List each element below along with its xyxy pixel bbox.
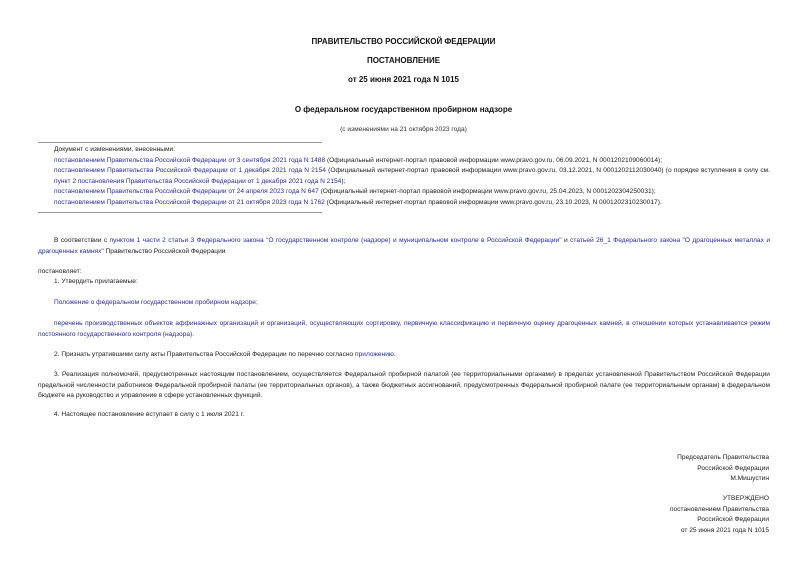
text: . [393,351,396,358]
item-1: 1. Утвердить прилагаемые: [54,278,138,285]
item-2 [38,350,770,361]
text: В соответствии с [54,237,110,244]
change-source: (Официальный интернет-портал правовой информации www.pravo.gov.ru, 25.04.2023, N 0001202304250031); [318,188,656,195]
government-heading: ПРАВИТЕЛЬСТВО РОССИЙСКОЙ ФЕДЕРАЦИИ [311,37,496,46]
approval-line: от 25 июня 2021 года N 1015 [680,526,769,534]
change-source: (Официальный интернет-портал правовой информации www.pravo.gov.ru, 03.12.2021, N 0001202112030040) (о порядке вступления в силу см. [325,167,770,174]
item-4: 4. Настоящее постановление вступает в силу с 1 июля 2021 г. [54,411,245,418]
appendix-link[interactable]: приложению [355,351,394,358]
change-source: (Официальный интернет-портал правовой информации www.pravo.gov.ru, 23.10.2023, N 0001202310230017). [324,198,662,206]
change-link[interactable]: постановлением Правительства Российской Федерации от 21 октября 2023 года N 1762 [54,198,325,206]
edition-note: (с изменениями на 21 октября 2023 года) [340,126,467,133]
preamble [38,236,770,257]
changes-intro: Документ с изменениями, внесенными: [54,146,176,153]
approval-heading: УТВЕРЖДЕНО [722,495,769,502]
change-source: (Официальный интернет-портал правовой информации www.pravo.gov.ru, 06.09.2021, N 0001202109060014); [325,156,663,164]
text: и [561,237,571,244]
text: 2. Признать утратившими силу акты Правительства Российской Федерации по перечню согласно [54,351,356,358]
approval-block [600,494,769,536]
divider [38,212,322,213]
document-title: О федеральном государственном пробирном надзоре [294,105,513,114]
signature-block [600,453,769,485]
changes-block [38,145,770,208]
change-link[interactable]: пункт 2 постановления Правительства Российской Федерации от 1 декабря 2021 года N 2154 [54,177,342,185]
signature-title: Председатель Правительства [677,454,769,461]
law-link[interactable]: статьей 26_1 Федерального закона "О драгоценных металлах и драгоценных камнях" [38,237,771,255]
approval-line: Российской Федерации [697,516,769,523]
signature-org: Российской Федерации [697,464,769,472]
item-3: 3. Реализация полномочий, предусмотренных настоящим постановлением, осуществляется Федеральной пробирной палатой (ее территориальными органами) в пределах установленной Правительством Российской Федерации предельной численности работников Федеральной пробирной палаты (ее территориальных органов), а также бюджетных ассигнований, предусмотренных Федеральной пробирной палате (ее территориальным органам) в федеральном бюджете на руководство и управление в сфере установленных функций. [38,371,770,399]
divider [38,142,322,143]
change-source: ); [341,177,346,185]
approval-line: постановлением Правительства [669,505,769,513]
regulation-link[interactable]: Положение о федеральном государственном пробирном надзоре; [54,299,258,306]
change-link[interactable]: постановлением Правительства Российской Федерации от 1 декабря 2021 года N 2154 [54,167,326,174]
list-link[interactable]: перечень производственных объектов аффинажных организаций и организаций, осуществляющих сортировку, первичную классификацию и первичную оценку драгоценных камней, в отношении которых устанавливается режим постоянного государственного контроля (надзора). [38,320,770,338]
signature-name: М.Мишустин [730,475,769,482]
document-date: от 25 июня 2021 года N 1015 [348,75,459,84]
text: Правительство Российской Федерации [103,247,226,255]
document-type: ПОСТАНОВЛЕНИЕ [366,56,441,65]
decree-word: постановляет: [38,268,82,275]
change-link[interactable]: постановлением Правительства Российской Федерации от 3 сентября 2021 года N 1488 [54,156,326,164]
law-link[interactable]: пунктом 1 части 2 статьи 3 Федерального закона "О государственном контроле (надзоре) и муниципальном контроле в Российской Федерации" [109,237,562,244]
change-link[interactable]: постановлением Правительства Российской Федерации от 24 апреля 2023 года N 647 [54,188,319,195]
